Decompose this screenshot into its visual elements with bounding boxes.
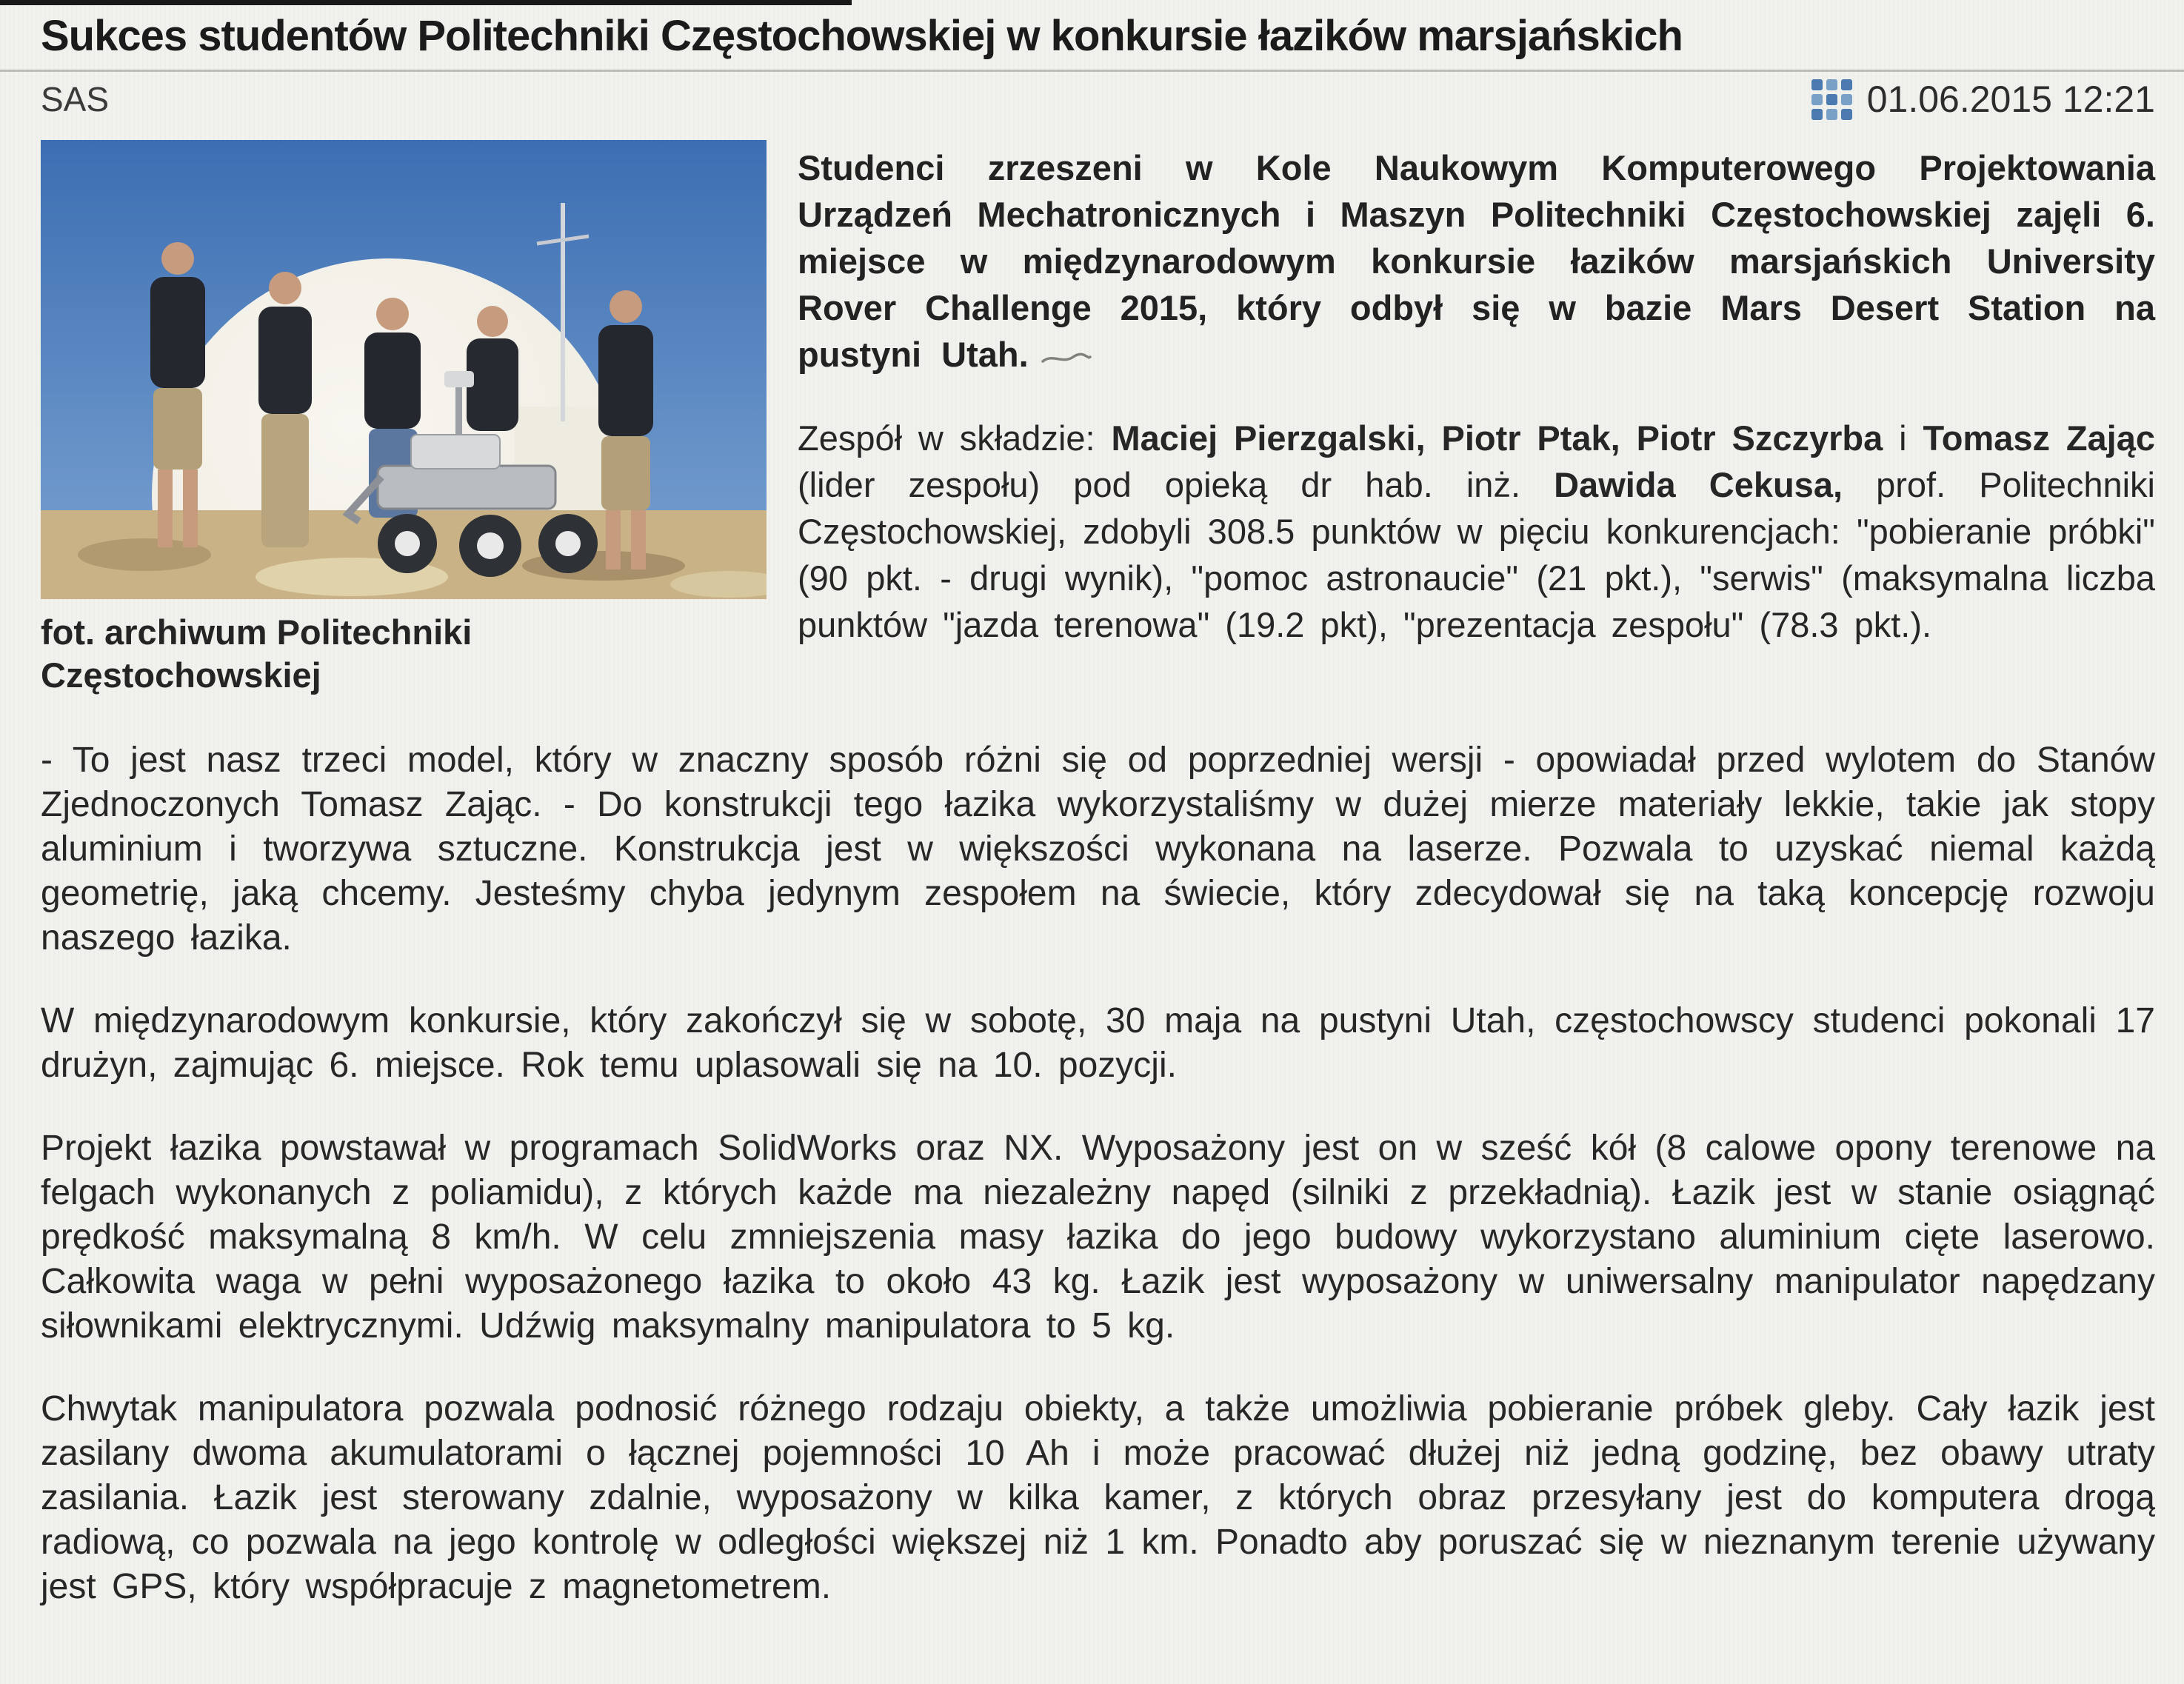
team-text-part: i [1883,418,1923,458]
supervisor-name: Dawida Cekusa, [1554,465,1843,504]
publish-date [1811,78,2155,121]
scan-edge-artifact [0,0,852,5]
page-title: Sukces studentów Politechniki Częstochowskiej w konkursie łazików marsjańskich [41,12,1683,60]
author-initials: SAS [41,80,110,118]
paragraph-competition: W międzynarodowym konkursie, który zakończył się w sobotę, 30 maja na pustyni Utah, częstochowscy studenci pokonali 17 drużyn, zajmując 6. miejsce. Rok temu uplasowali się na 10. pozycji. [41,1001,2155,1085]
byline-row [41,78,2155,121]
team-member-2 [258,272,312,547]
team-text-part: prof. Politechniki Częstochowskiej, zdobyli 308.5 punktów w pięciu konkurencjach: "pobieranie próbki" (90 pkt. - drugi wynik), "pomoc astronaucie" (21 pkt.), "serwis" (maksymalna liczba punktów "jazda terenowa" (19.2 pkt), "prezentacja zespołu" (78.3 pkt.). [798,465,2155,644]
team-member-names: Maciej Pierzgalski, Piotr Ptak, Piotr Szczyrba [1111,418,1883,458]
team-leader-name: Tomasz Zając [1923,418,2156,458]
paragraph-design: Projekt łazika powstawał w programach SolidWorks oraz NX. Wyposażony jest on w sześć kół (8 calowe opony terenowe na felgach wykonanych z poliamidu), z których każde ma niezależny napęd (silniki z przekładnią). Łazik jest w stanie osiągnąć prędkość maksymalną 8 km/h. W celu zmniejszenia masy łazika do jego budowy wykorzystano aluminium cięte laserowo. Całkowita waga w pełni wyposażonego łazika to około 43 kg. Łazik jest wyposażony w uniwersalny manipulator napędzany siłownikami elektrycznymi. Udźwig maksymalny manipulatora to 5 kg. [41,1129,2155,1346]
team-text-part: (lider zespołu) pod opieką dr hab. inż. [798,465,1554,504]
publish-date-text: 01.06.2015 12:21 [1866,78,2155,120]
paragraph-quote: - To jest nasz trzeci model, który w znaczny sposób różni się od poprzedniej wersji - opowiadał przed wylotem do Stanów Zjednoczonych Tomasz Zając. - Do konstrukcji tego łazika wykorzystaliśmy w dużej mierze materiały lekkie, takie jak stopy aluminium i tworzywa sztuczne. Konstrukcja jest w większości wykonana na laserze. Pozwala to uzyskać niemal każdą geometrię, jaką chcemy. Jesteśmy chyba jedynym zespołem na świecie, który zdecydował się na taką koncepcję rozwoju naszego łazika. [41,741,2155,958]
article-photo-block [41,140,767,697]
team-photo [41,140,767,599]
team-text-part: Zespół w składzie: [798,418,1112,458]
calendar-grid-icon [1811,79,1852,120]
lead-paragraph [798,144,2155,378]
intro-column [798,140,2155,648]
photo-caption: fot. archiwum Politechniki Częstochowskiej [41,612,472,695]
article-top-section [41,140,2155,697]
pen-mark-artifact [1041,350,1092,367]
team-paragraph [798,415,2155,648]
paragraph-gripper: Chwytak manipulatora pozwala podnosić różnego rodzaju obiekty, a także umożliwia pobieranie próbek gleby. Cały łazik jest zasilany dwoma akumulatorami o łącznej pojemności 10 Ah i może pracować dłużej niż jedną godzinę, bez obawy utraty zasilania. Łazik jest sterowany zdalnie, wyposażony w kilka kamer, z których obraz przesyłany jest do komputera drogą radiową, co pozwala na jego kontrolę w odległości większej niż 1 km. Ponadto aby poruszać się w nieznanym terenie używany jest GPS, który współpracuje z magnetometrem. [41,1389,2155,1606]
title-divider [0,70,2184,72]
lead-text: Studenci zrzeszeni w Kole Naukowym Komputerowego Projektowania Urządzeń Mechatronicznych i Maszyn Politechniki Częstochowskiej zajęli 6. miejsce w międzynarodowym konkursie łazików marsjańskich University Rover Challenge 2015, który odbył się w bazie Mars Desert Station na pustyni Utah. [798,148,2155,374]
